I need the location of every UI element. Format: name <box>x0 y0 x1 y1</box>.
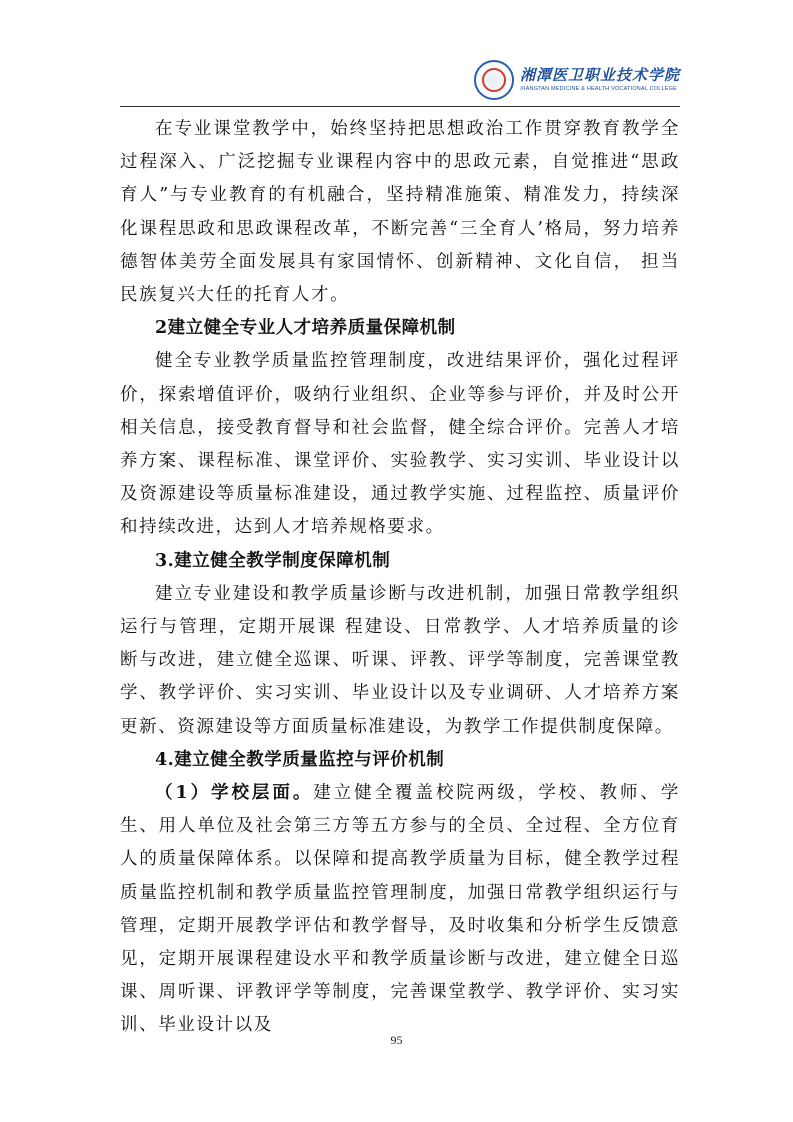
paragraph-school-level-text: 建立健全覆盖校院两级，学校、教师、学生、用人单位及社会第三方等五方参与的全员、全过程、全方位育人的质量保障体系。以保障和提高教学质量为目标，健全教学过程质量监控机制和教学质量监控管理制度，加强日常教学组织运行与管理，定期开展教学评估和教学督导，及时收集和分析学生反馈意见，定期开展课程建设水平和教学质量诊断与改进，建立健全日巡课、周听课、评教评学等制度，完善课堂教学、教学评价、实习实训、毕业设计以及 <box>120 783 680 1036</box>
section-heading-4: 4.建立健全教学质量监控与评价机制 <box>155 749 445 770</box>
section-heading-3: 3.建立健全教学制度保障机制 <box>155 550 391 571</box>
page-number: 95 <box>390 1033 403 1047</box>
paragraph-teaching-system: 建立专业建设和教学质量诊断与改进机制，加强日常教学组织运行与管理，定期开展课 程建设、日常教学、人才培养质量的诊断与改进，建立健全巡课、听课、评教、评学等制度，完善课堂教学、教学评价、实习实训、毕业设计以及专业调研、人才培养方案更新、资源建设等方面质量标准建设，为教学工作提供制度保障。 <box>120 583 680 737</box>
school-emblem-icon <box>474 60 514 100</box>
school-name-en: XIANGTAN MEDICINE & HEALTH VOCATIONAL COLLEGE <box>519 85 678 92</box>
section-heading-2: 2建立健全专业人才培养质量保障机制 <box>155 318 456 339</box>
paragraph-school-level <box>120 777 680 1043</box>
page-header <box>120 60 680 106</box>
school-name-cn: 湘潭医卫职业技术学院 <box>519 65 680 84</box>
paragraph-lead: （1）学校层面。 <box>155 783 314 804</box>
paragraph-quality-assurance: 健全专业教学质量监控管理制度，改进结果评价，强化过程评价，探索增值评价，吸纳行业组织、企业等参与评价，并及时公开相关信息，接受教育督导和社会监督，健全综合评价。完善人才培养方案、课程标准、课堂评价、实验教学、实习实训、毕业设计以及资源建设等质量标准建设，通过教学实施、过程监控、质量评价和持续改进，达到人才培养规格要求。 <box>120 351 680 538</box>
school-logo <box>474 60 680 100</box>
header-divider <box>120 106 680 107</box>
paragraph-ideology: 在专业课堂教学中，始终坚持把思想政治工作贯穿教育教学全过程深入、广泛挖掘专业课程内容中的思政元素，自觉推进“思政育人”与专业教育的有机融合，坚持精准施策、精准发力，持续深化课程思政和思政课程改革，不断完善“三全育人’格局，努力培养德智体美劳全面发展具有家国情怀、创新精神、文化自信， 担当民族复兴大任的托育人才。 <box>120 119 680 306</box>
document-body <box>120 113 680 1043</box>
